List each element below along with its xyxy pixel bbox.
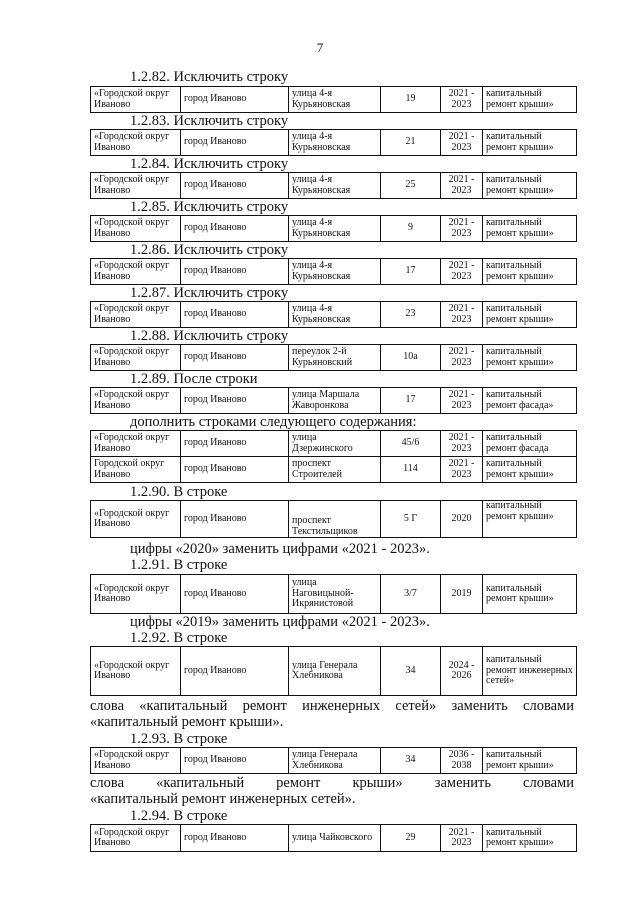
cell-district: «Городской округ Иваново <box>91 575 181 614</box>
cell-city: город Иваново <box>181 431 289 457</box>
table-row <box>90 574 577 614</box>
change-note: цифры «2020» заменить цифрами «2021 - 2023». <box>130 541 430 557</box>
table-row <box>90 215 577 242</box>
cell-district: «Городской округ Иваново <box>91 825 181 852</box>
cell-house: 10а <box>381 345 441 371</box>
cell-street: переулок 2-й Курьяновский <box>289 345 381 371</box>
change-note-line-1: слова «капитальный ремонт инженерных сетей» заменить словами <box>90 698 574 714</box>
section-heading: 1.2.85. Исключить строку <box>130 199 289 215</box>
cell-work-type: капитальный ремонт крыши» <box>483 748 577 774</box>
cell-street: улица Наговицыной-Икрянистовой <box>289 575 381 614</box>
cell-district: «Городской округ Иваново <box>91 748 181 774</box>
cell-house: 19 <box>381 87 441 113</box>
cell-period: 2021 - 2023 <box>441 345 483 371</box>
cell-district: «Городской округ Иваново <box>91 388 181 414</box>
cell-city: город Иваново <box>181 87 289 113</box>
cell-house: 21 <box>381 130 441 156</box>
cell-city: город Иваново <box>181 216 289 242</box>
cell-house: 34 <box>381 748 441 774</box>
cell-street: улица Маршала Жаворонкова <box>289 388 381 414</box>
section-heading: 1.2.87. Исключить строку <box>130 285 289 301</box>
table-row <box>90 747 577 774</box>
cell-period: 2021 - 2023 <box>441 457 483 483</box>
cell-work-type: капитальный ремонт крыши» <box>483 457 577 483</box>
cell-street: улица 4-я Курьяновская <box>289 173 381 199</box>
section-heading: дополнить строками следующего содержания: <box>130 414 417 430</box>
table-row <box>90 500 577 538</box>
section-heading: 1.2.82. Исключить строку <box>130 69 289 85</box>
section-heading: 1.2.89. После строки <box>130 371 258 387</box>
cell-city: город Иваново <box>181 575 289 614</box>
cell-street: улица Генерала Хлебникова <box>289 647 381 696</box>
cell-house: 5 Г <box>381 501 441 538</box>
section-heading: 1.2.88. Исключить строку <box>130 328 289 344</box>
cell-city: город Иваново <box>181 388 289 414</box>
cell-city: город Иваново <box>181 259 289 285</box>
change-note-line-2: «капитальный ремонт инженерных сетей». <box>90 791 356 807</box>
cell-period: 2024 - 2026 <box>441 647 483 696</box>
cell-period: 2021 - 2023 <box>441 130 483 156</box>
cell-street: проспект Текстильщиков <box>289 501 381 538</box>
cell-district: «Городской округ Иваново <box>91 259 181 285</box>
section-heading: 1.2.90. В строке <box>130 484 228 500</box>
cell-house: 23 <box>381 302 441 328</box>
change-note-line-2: «капитальный ремонт крыши». <box>90 714 284 730</box>
cell-period: 2021 - 2023 <box>441 302 483 328</box>
table-row <box>90 258 577 285</box>
cell-house: 45/6 <box>381 431 441 457</box>
cell-period: 2019 <box>441 575 483 614</box>
cell-city: город Иваново <box>181 748 289 774</box>
table-row <box>90 172 577 199</box>
table-row <box>90 86 577 113</box>
cell-work-type: капитальный ремонт крыши» <box>483 501 577 538</box>
cell-district: «Городской округ Иваново <box>91 87 181 113</box>
cell-district: «Городской округ Иваново <box>91 130 181 156</box>
cell-city: город Иваново <box>181 457 289 483</box>
section-heading: 1.2.94. В строке <box>130 808 228 824</box>
cell-work-type: капитальный ремонт крыши» <box>483 130 577 156</box>
cell-house: 114 <box>381 457 441 483</box>
section-heading: 1.2.93. В строке <box>130 731 228 747</box>
cell-district: «Городской округ Иваново <box>91 345 181 371</box>
table-row <box>90 301 577 328</box>
cell-work-type: капитальный ремонт крыши» <box>483 825 577 852</box>
cell-city: город Иваново <box>181 173 289 199</box>
cell-city: город Иваново <box>181 130 289 156</box>
section-heading: 1.2.84. Исключить строку <box>130 156 289 172</box>
cell-work-type: капитальный ремонт крыши» <box>483 87 577 113</box>
cell-city: город Иваново <box>181 825 289 852</box>
cell-period: 2021 - 2023 <box>441 87 483 113</box>
table-row <box>90 387 577 414</box>
cell-work-type: капитальный ремонт крыши» <box>483 216 577 242</box>
cell-period: 2021 - 2023 <box>441 259 483 285</box>
cell-house: 9 <box>381 216 441 242</box>
table-row <box>90 646 577 696</box>
change-note: цифры «2019» заменить цифрами «2021 - 2023». <box>130 614 430 630</box>
cell-work-type: капитальный ремонт крыши» <box>483 345 577 371</box>
cell-house: 3/7 <box>381 575 441 614</box>
cell-house: 25 <box>381 173 441 199</box>
section-heading: 1.2.92. В строке <box>130 630 228 646</box>
cell-work-type: капитальный ремонт крыши» <box>483 302 577 328</box>
cell-street: улица 4-я Курьяновская <box>289 216 381 242</box>
cell-street: улица 4-я Курьяновская <box>289 130 381 156</box>
section-heading: 1.2.86. Исключить строку <box>130 242 289 258</box>
cell-street: улица 4-я Курьяновская <box>289 259 381 285</box>
change-note-line-1: слова «капитальный ремонт крыши» заменить словами <box>90 775 574 791</box>
cell-work-type: капитальный ремонт крыши» <box>483 173 577 199</box>
cell-street: проспект Строителей <box>289 457 381 483</box>
table-row <box>90 824 577 852</box>
table-rows <box>90 430 577 483</box>
cell-house: 34 <box>381 647 441 696</box>
cell-period: 2021 - 2023 <box>441 825 483 852</box>
cell-work-type: капитальный ремонт крыши» <box>483 575 577 614</box>
cell-house: 17 <box>381 388 441 414</box>
cell-city: город Иваново <box>181 345 289 371</box>
cell-district: «Городской округ Иваново <box>91 501 181 538</box>
cell-street: улица Дзержинского <box>289 431 381 457</box>
table-row <box>90 129 577 156</box>
cell-district: «Городской округ Иваново <box>91 431 181 457</box>
cell-period: 2021 - 2023 <box>441 173 483 199</box>
cell-period: 2021 - 2023 <box>441 431 483 457</box>
cell-city: город Иваново <box>181 501 289 538</box>
cell-district: «Городской округ Иваново <box>91 216 181 242</box>
cell-work-type: капитальный ремонт инженерных сетей» <box>483 647 577 696</box>
cell-street: улица 4-я Курьяновская <box>289 302 381 328</box>
cell-city: город Иваново <box>181 302 289 328</box>
section-heading: 1.2.83. Исключить строку <box>130 113 289 129</box>
cell-period: 2021 - 2023 <box>441 388 483 414</box>
cell-district: «Городской округ Иваново <box>91 647 181 696</box>
cell-period: 2020 <box>441 501 483 538</box>
cell-work-type: капитальный ремонт фасада» <box>483 388 577 414</box>
cell-district: «Городской округ Иваново <box>91 302 181 328</box>
cell-street: улица Чайковского <box>289 825 381 852</box>
page-number: 7 <box>316 40 324 55</box>
cell-work-type: капитальный ремонт фасада <box>483 431 577 457</box>
cell-house: 29 <box>381 825 441 852</box>
cell-street: улица Генерала Хлебникова <box>289 748 381 774</box>
cell-period: 2021 - 2023 <box>441 216 483 242</box>
cell-period: 2036 - 2038 <box>441 748 483 774</box>
cell-city: город Иваново <box>181 647 289 696</box>
cell-district: Городской округ Иваново <box>91 457 181 483</box>
cell-street: улица 4-я Курьяновская <box>289 87 381 113</box>
cell-work-type: капитальный ремонт крыши» <box>483 259 577 285</box>
table-row <box>90 344 577 371</box>
cell-house: 17 <box>381 259 441 285</box>
cell-district: «Городской округ Иваново <box>91 173 181 199</box>
section-heading: 1.2.91. В строке <box>130 557 228 573</box>
